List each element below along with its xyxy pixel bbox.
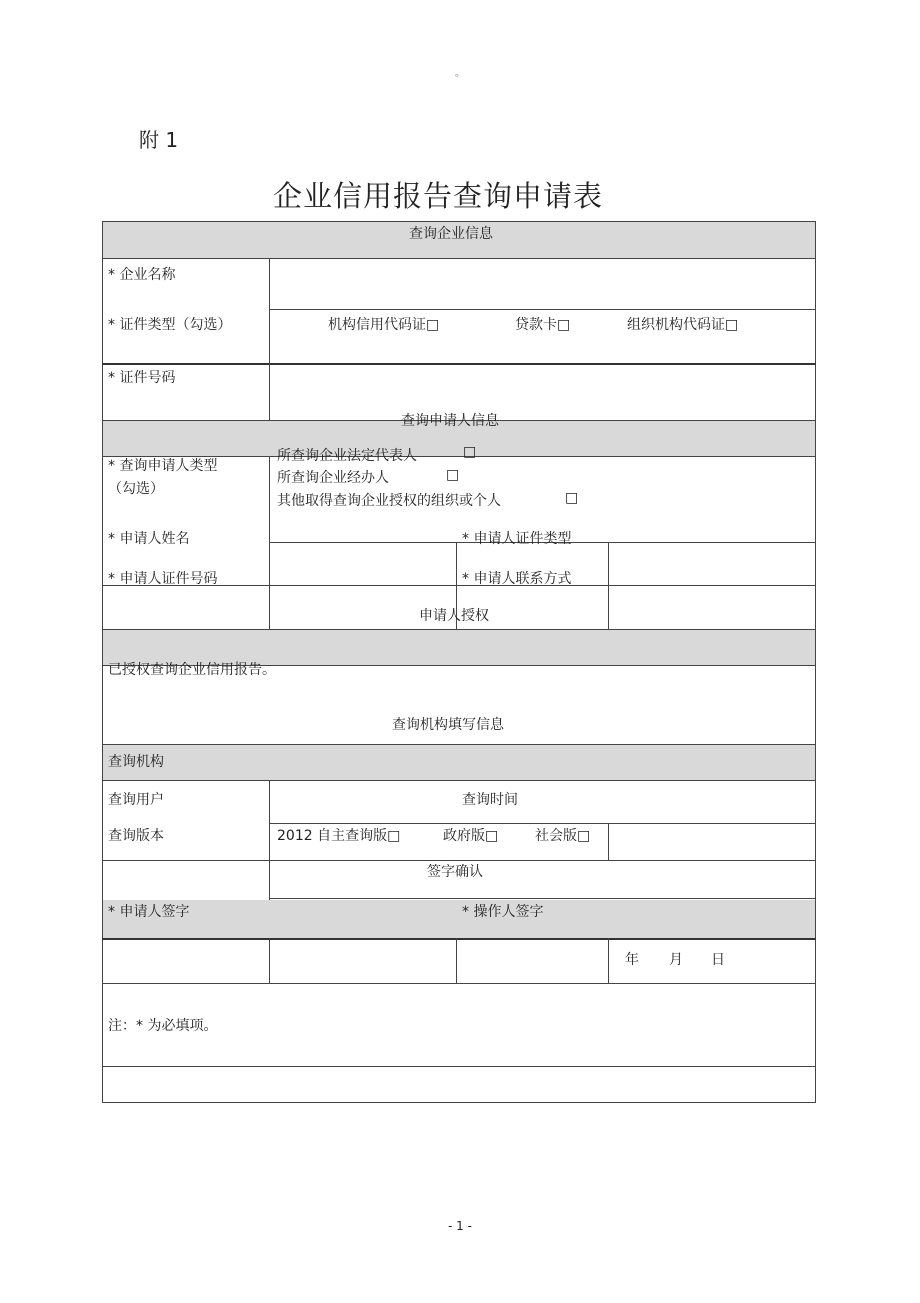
section-authorization: 申请人授权: [419, 608, 489, 624]
date-month: 月: [669, 952, 683, 968]
applicant-signature-label: * 申请人签字: [108, 904, 190, 920]
query-version-label: 查询版本: [108, 828, 164, 844]
page-title: 企业信用报告查询申请表: [273, 179, 604, 213]
institution-org-label: 查询机构: [108, 754, 164, 770]
checkbox-agent[interactable]: □: [446, 467, 460, 483]
cert-no-field[interactable]: [272, 366, 812, 418]
company-name-field[interactable]: [272, 260, 812, 308]
section-applicant-info: 查询申请人信息: [401, 413, 499, 429]
cert-type-label: * 证件类型（勾选）: [108, 317, 232, 333]
cert-option-loan-card[interactable]: 贷款卡□: [515, 317, 571, 333]
applicant-type-option-legal-rep: 所查询企业法定代表人: [277, 448, 417, 464]
company-name-label: * 企业名称: [108, 267, 176, 283]
section-company-info: 查询企业信息: [409, 226, 493, 242]
required-note: 注：* 为必填项。: [108, 1018, 218, 1034]
applicant-type-option-agent: 所查询企业经办人: [277, 470, 389, 486]
cert-no-label: * 证件号码: [108, 370, 176, 386]
applicant-id-type-label: * 申请人证件类型: [462, 531, 572, 547]
checkbox-authorized[interactable]: □: [565, 490, 579, 506]
applicant-type-label: * 查询申请人类型: [108, 458, 218, 474]
version-option-social[interactable]: 社会版□: [535, 828, 591, 844]
query-time-label: 查询时间: [462, 792, 518, 808]
appendix-label: 附 1: [139, 128, 179, 152]
cert-option-institution-credit[interactable]: 机构信用代码证□: [328, 317, 440, 333]
applicant-id-no-label: * 申请人证件号码: [108, 571, 218, 587]
section-institution: 查询机构填写信息: [392, 717, 504, 733]
applicant-type-label-2: （勾选）: [108, 481, 164, 497]
checkbox-legal-rep[interactable]: □: [463, 444, 477, 460]
operator-signature-label: * 操作人签字: [462, 904, 544, 920]
top-mark: 。: [455, 68, 465, 79]
applicant-type-option-authorized: 其他取得查询企业授权的组织或个人: [277, 493, 501, 509]
authorization-text: 已授权查询企业信用报告。: [108, 662, 276, 678]
applicant-name-label: * 申请人姓名: [108, 531, 190, 547]
date-day: 日: [711, 952, 725, 968]
applicant-contact-label: * 申请人联系方式: [462, 571, 572, 587]
band-institution-org: [103, 745, 815, 780]
version-option-government[interactable]: 政府版□: [443, 828, 499, 844]
query-user-label: 查询用户: [108, 792, 164, 808]
version-option-2012[interactable]: 2012 自主查询版□: [277, 828, 401, 844]
band-signature: [103, 900, 815, 938]
page-number: - 1 -: [448, 1219, 472, 1233]
cert-option-org-code[interactable]: 组织机构代码证□: [627, 317, 739, 333]
date-year: 年: [625, 952, 639, 968]
signature-confirm-title: 签字确认: [427, 864, 483, 880]
